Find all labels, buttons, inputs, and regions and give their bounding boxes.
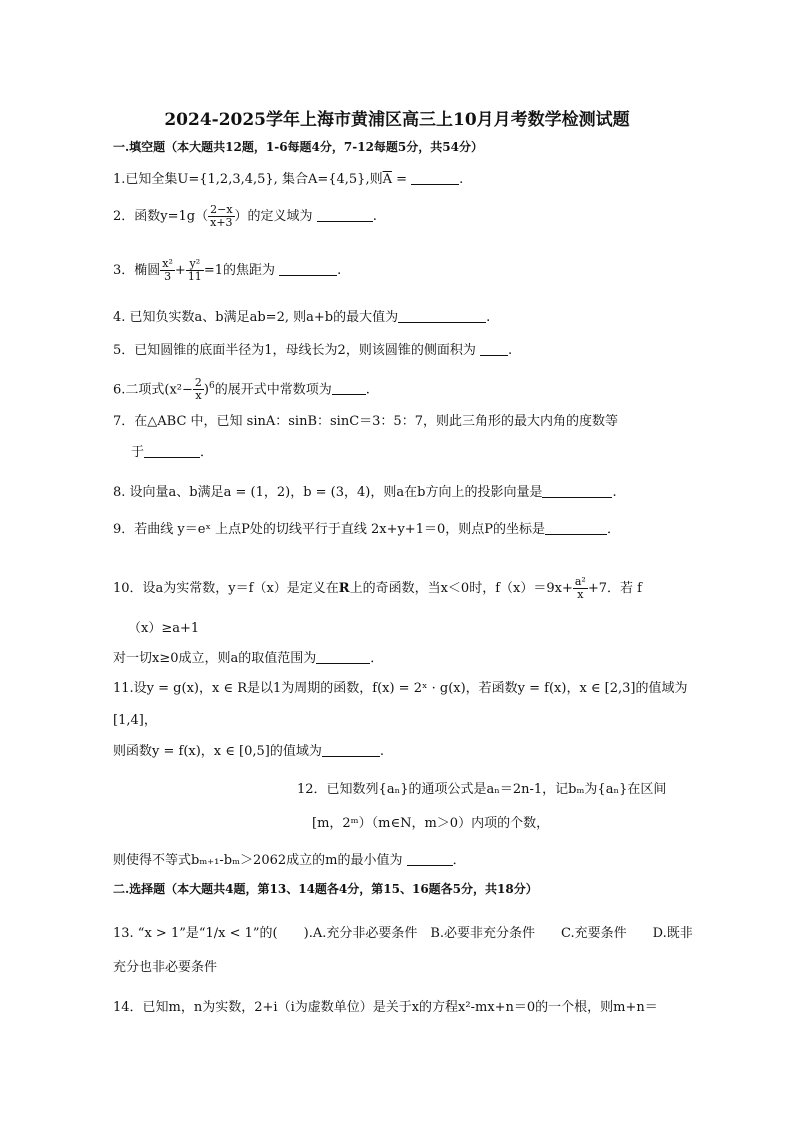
question-7-line2: 于 ． bbox=[131, 445, 214, 460]
question-11-line1: 11.设y = g(x)，x ∈ R是以1为周期的函数，f(x) = 2ˣ · g(x)，若函数y = f(x)，x ∈ [2,3]的值域为 bbox=[113, 681, 688, 696]
question-14: 14．已知m，n为实数，2+i（i为虚数单位）是关于x的方程x²-mx+n＝0的一个根，则m+n＝ bbox=[113, 1000, 658, 1015]
question-12-line2: [m，2ᵐ）（m∈N，m＞0）内项的个数， bbox=[312, 816, 550, 831]
question-7-line1: 7．在△ABC 中，已知 sinA：sinB：sinC＝3：5：7，则此三角形的最大内角的度数等 bbox=[113, 414, 618, 429]
question-11-line3: 则函数y = f(x)，x ∈ [0,5]的值域为 . bbox=[113, 744, 384, 759]
question-12-line1: 12．已知数列{aₙ}的通项公式是aₙ＝2n-1，记bₘ为{aₙ}在区间 bbox=[297, 782, 667, 797]
section-2-heading: 二.选择题（本大题共4题，第13、14题各4分，第15、16题各5分，共18分） bbox=[113, 882, 538, 896]
question-5: 5．已知圆锥的底面半径为1，母线长为2，则该圆锥的侧面积为 . bbox=[113, 343, 513, 358]
question-11-line2: [1,4]， bbox=[113, 713, 157, 728]
question-1: 1.已知全集U={1,2,3,4,5}, 集合A={4,5},则$\overline{A}$ = . bbox=[113, 172, 464, 187]
question-13-line2: 充分也非必要条件 bbox=[113, 960, 218, 975]
question-6: 6.二项式(x²− $\frac{2}{x}$ )$^6$的展开式中常数项为 . bbox=[113, 376, 370, 403]
question-9: 9．若曲线 y＝eˣ 上点P处的切线平行于直线 2x+y+1＝0，则点P的坐标是 ． bbox=[113, 522, 620, 537]
question-8: 8. 设向量a、b满足a = (1，2)，b = (3，4)，则a在b方向上的投影向量是 . bbox=[113, 485, 617, 500]
question-2: 2．函数y=1g（ $\frac{2-x}{x+3}$ ）的定义域为 . bbox=[113, 203, 377, 229]
question-4: 4. 已知负实数a、b满足ab=2, 则a+b的最大值为 . bbox=[113, 310, 491, 325]
section-1-heading: 一.填空题（本大题共12题，1-6每题4分，7-12每题5分，共54分） bbox=[113, 140, 483, 154]
question-10-line3: 对一切x≥0成立，则a的取值范围为 ． bbox=[113, 651, 384, 666]
page-title: 2024-2025学年上海市黄浦区高三上10月月考数学检测试题 bbox=[164, 110, 630, 130]
question-10-line1: 10．设a为实常数，y＝f（x）是定义在R上的奇函数，当x＜0时，f（x）＝9x+ $\frac{\text{a²}}{x}$ +7．若 f bbox=[113, 575, 642, 601]
question-3: 3．椭圆 $\frac{\text{x²}}{3}$ + $\frac{\text{y²}}{11}$ =1的焦距为 . bbox=[113, 257, 342, 283]
question-10-line2: （x）≥a+1 bbox=[128, 621, 200, 636]
question-13-line1: 13. “x > 1”是“1/x < 1”的( ).A.充分非必要条件 B.必要非充分条件 C.充要条件 D.既非 bbox=[113, 926, 693, 941]
question-12-line3: 则使得不等式bₘ₊₁-bₘ＞2062成立的m的最小值为 ． bbox=[113, 853, 466, 868]
